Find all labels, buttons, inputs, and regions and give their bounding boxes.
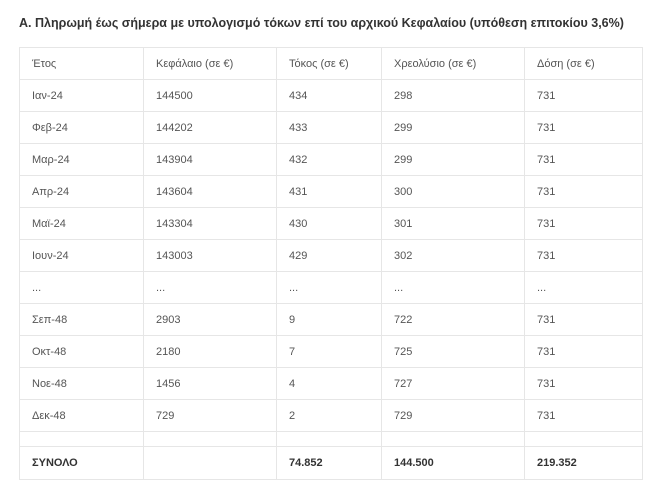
cell-capital: 144500: [144, 80, 277, 112]
total-interest: 74.852: [277, 447, 382, 480]
empty-cell: [382, 432, 525, 447]
loan-schedule-table: [19, 47, 643, 480]
table-row: [20, 112, 643, 144]
cell-interest: 2: [277, 400, 382, 432]
cell-principal: 301: [382, 208, 525, 240]
cell-year: ...: [20, 272, 144, 304]
cell-year: Μαϊ-24: [20, 208, 144, 240]
empty-cell: [144, 432, 277, 447]
table-spacer-row: [20, 432, 643, 447]
cell-installment: 731: [525, 176, 643, 208]
table-row: [20, 400, 643, 432]
cell-installment: 731: [525, 240, 643, 272]
cell-interest: 4: [277, 368, 382, 400]
cell-capital: 729: [144, 400, 277, 432]
table-row: [20, 304, 643, 336]
table-row: [20, 176, 643, 208]
cell-interest: 432: [277, 144, 382, 176]
table-row: [20, 144, 643, 176]
table-header-row: [20, 48, 643, 80]
cell-capital: 143003: [144, 240, 277, 272]
table-row: [20, 80, 643, 112]
cell-principal: 725: [382, 336, 525, 368]
cell-principal: 299: [382, 112, 525, 144]
cell-year: Απρ-24: [20, 176, 144, 208]
cell-interest: 430: [277, 208, 382, 240]
cell-capital: 1456: [144, 368, 277, 400]
cell-interest: 433: [277, 112, 382, 144]
cell-year: Ιουν-24: [20, 240, 144, 272]
cell-installment: 731: [525, 400, 643, 432]
cell-capital: ...: [144, 272, 277, 304]
cell-interest: 7: [277, 336, 382, 368]
cell-interest: ...: [277, 272, 382, 304]
cell-year: Φεβ-24: [20, 112, 144, 144]
cell-installment: 731: [525, 112, 643, 144]
cell-capital: 2180: [144, 336, 277, 368]
cell-principal: ...: [382, 272, 525, 304]
cell-principal: 722: [382, 304, 525, 336]
cell-year: Σεπ-48: [20, 304, 144, 336]
cell-year: Μαρ-24: [20, 144, 144, 176]
cell-installment: 731: [525, 80, 643, 112]
cell-installment: 731: [525, 304, 643, 336]
cell-year: Δεκ-48: [20, 400, 144, 432]
cell-capital: 143304: [144, 208, 277, 240]
table-row: [20, 240, 643, 272]
cell-installment: 731: [525, 336, 643, 368]
cell-interest: 9: [277, 304, 382, 336]
cell-interest: 431: [277, 176, 382, 208]
header-cell-installment: Δόση (σε €): [525, 48, 643, 80]
total-capital: [144, 447, 277, 480]
cell-installment: 731: [525, 368, 643, 400]
empty-cell: [277, 432, 382, 447]
table-row: [20, 368, 643, 400]
header-cell-interest: Τόκος (σε €): [277, 48, 382, 80]
total-installment: 219.352: [525, 447, 643, 480]
section-heading: A. Πληρωμή έως σήμερα με υπολογισμό τόκων επί του αρχικού Κεφαλαίου (υπόθεση επιτοκίου 3,6%): [19, 16, 624, 30]
cell-installment: 731: [525, 144, 643, 176]
cell-capital: 144202: [144, 112, 277, 144]
cell-principal: 302: [382, 240, 525, 272]
cell-installment: 731: [525, 208, 643, 240]
header-cell-principal: Χρεολύσιο (σε €): [382, 48, 525, 80]
cell-principal: 729: [382, 400, 525, 432]
cell-year: Νοε-48: [20, 368, 144, 400]
cell-principal: 727: [382, 368, 525, 400]
cell-interest: 429: [277, 240, 382, 272]
header-cell-capital: Κεφάλαιο (σε €): [144, 48, 277, 80]
cell-principal: 298: [382, 80, 525, 112]
cell-year: Ιαν-24: [20, 80, 144, 112]
empty-cell: [20, 432, 144, 447]
table-total-row: [20, 447, 643, 480]
table-row: [20, 336, 643, 368]
total-label: ΣΥΝΟΛΟ: [20, 447, 144, 480]
cell-installment: ...: [525, 272, 643, 304]
table-row-ellipsis: [20, 272, 643, 304]
table-row: [20, 208, 643, 240]
total-principal: 144.500: [382, 447, 525, 480]
cell-principal: 299: [382, 144, 525, 176]
header-cell-year: Έτος: [20, 48, 144, 80]
cell-year: Οκτ-48: [20, 336, 144, 368]
empty-cell: [525, 432, 643, 447]
cell-capital: 2903: [144, 304, 277, 336]
cell-interest: 434: [277, 80, 382, 112]
cell-capital: 143904: [144, 144, 277, 176]
cell-capital: 143604: [144, 176, 277, 208]
cell-principal: 300: [382, 176, 525, 208]
